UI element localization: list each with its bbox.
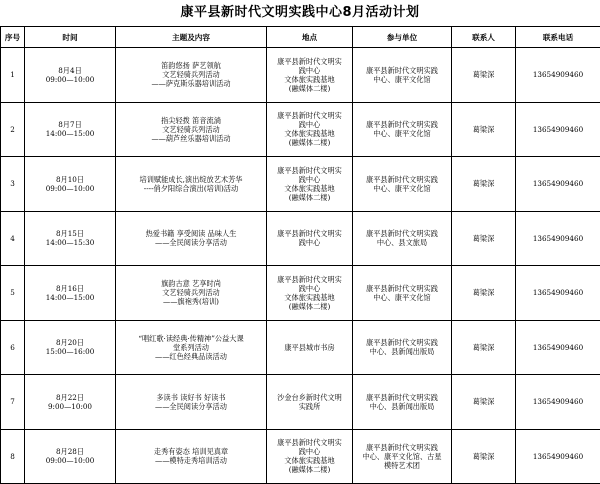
- row-units-line: 模特艺术团: [354, 461, 450, 470]
- row-topic: [116, 375, 267, 430]
- row-contact: 葛梁深: [452, 320, 516, 375]
- table-row: [1, 102, 600, 157]
- row-topic: [116, 211, 267, 266]
- row-place-line: 践中心: [268, 175, 351, 184]
- row-date: 8月15日: [26, 229, 114, 238]
- row-topic-line: “唱红歌·读经典·传精神”公益大课: [117, 334, 265, 343]
- row-phone: 13654909460: [516, 48, 600, 103]
- row-topic: [116, 48, 267, 103]
- row-place: [267, 48, 353, 103]
- table-row: [1, 157, 600, 212]
- row-time-range: 09:00—10:00: [26, 184, 114, 193]
- page-title: 康平县新时代文明实践中心8月活动计划: [0, 0, 600, 26]
- row-place: [267, 375, 353, 430]
- row-place-line: 文体旅实践基地: [268, 293, 351, 302]
- row-place-line: 实践所: [268, 402, 351, 411]
- row-date: 8月16日: [26, 284, 114, 293]
- row-place-line: 康平县新时代文明实: [268, 275, 351, 284]
- row-units: [353, 48, 452, 103]
- row-place-line: 康平县新时代文明实: [268, 166, 351, 175]
- row-topic-line: ——全民阅读分享活动: [117, 402, 265, 411]
- row-units-line: 中心、康平文化馆、古星: [354, 452, 450, 461]
- row-units-line: 康平县新时代文明实践: [354, 120, 450, 129]
- row-units: [353, 102, 452, 157]
- row-number: 4: [1, 211, 25, 266]
- row-number: 8: [1, 429, 25, 484]
- row-topic: [116, 102, 267, 157]
- row-number: 1: [1, 48, 25, 103]
- row-topic-line: ——模特走秀培训活动: [117, 456, 265, 465]
- table-row: [1, 48, 600, 103]
- row-units-line: 康平县新时代文明实践: [354, 66, 450, 75]
- row-topic: [116, 429, 267, 484]
- row-date: 8月4日: [26, 66, 114, 75]
- row-topic-line: 文艺轻骑兵列活动: [117, 125, 265, 134]
- row-time-range: 14:00—15:00: [26, 293, 114, 302]
- row-topic-line: 堂系列活动: [117, 343, 265, 352]
- row-time-range: 14:00—15:30: [26, 238, 114, 247]
- row-phone: 13654909460: [516, 375, 600, 430]
- row-time-range: 9:00—10:00: [26, 402, 114, 411]
- row-time: [25, 102, 116, 157]
- row-units: [353, 429, 452, 484]
- table-row: [1, 429, 600, 484]
- row-place: [267, 320, 353, 375]
- row-time-range: 09:00—10:00: [26, 456, 114, 465]
- row-topic-line: 旗韵古意 艺享时尚: [117, 279, 265, 288]
- row-time: [25, 157, 116, 212]
- header-units: 参与单位: [353, 27, 452, 48]
- row-topic-line: 文艺轻骑兵列活动: [117, 288, 265, 297]
- row-contact: 葛梁深: [452, 429, 516, 484]
- row-place-line: 沙金台乡新时代文明: [268, 393, 351, 402]
- row-time-range: 15:00—16:00: [26, 347, 114, 356]
- row-number: 6: [1, 320, 25, 375]
- row-units: [353, 157, 452, 212]
- row-place: [267, 157, 353, 212]
- row-units: [353, 211, 452, 266]
- row-place-line: 践中心: [268, 238, 351, 247]
- row-number: 3: [1, 157, 25, 212]
- row-phone: 13654909460: [516, 266, 600, 321]
- row-units-line: 中心、县文旅局: [354, 238, 450, 247]
- row-units-line: 中心、县新闻出版局: [354, 402, 450, 411]
- row-phone: 13654909460: [516, 429, 600, 484]
- header-time: 时间: [25, 27, 116, 48]
- row-place-line: 践中心: [268, 66, 351, 75]
- row-place-line: 康平县城市书房: [268, 343, 351, 352]
- row-topic-line: ----俏夕阳综合演出(培训)活动: [117, 184, 265, 193]
- row-topic-line: 走秀有姿态 培训见真章: [117, 447, 265, 456]
- row-time: [25, 48, 116, 103]
- row-date: 8月22日: [26, 393, 114, 402]
- row-place: [267, 211, 353, 266]
- row-units-line: 康平县新时代文明实践: [354, 443, 450, 452]
- row-place-line: (融媒体二楼): [268, 84, 351, 93]
- row-units-line: 中心、康平文化馆: [354, 129, 450, 138]
- row-units-line: 中心、康平文化馆: [354, 184, 450, 193]
- row-place-line: 康平县新时代文明实: [268, 57, 351, 66]
- row-place-line: 文体旅实践基地: [268, 456, 351, 465]
- row-contact: 葛梁深: [452, 211, 516, 266]
- row-place-line: (融媒体二楼): [268, 138, 351, 147]
- row-topic-line: 多读书 读好书 好读书: [117, 393, 265, 402]
- header-contact: 联系人: [452, 27, 516, 48]
- row-topic: [116, 320, 267, 375]
- header-place: 地点: [267, 27, 353, 48]
- row-place-line: 文体旅实践基地: [268, 184, 351, 193]
- row-topic-line: ——萨克斯乐器培训活动: [117, 79, 265, 88]
- header-topic: 主题及内容: [116, 27, 267, 48]
- table-row: [1, 375, 600, 430]
- row-phone: 13654909460: [516, 157, 600, 212]
- row-number: 2: [1, 102, 25, 157]
- header-row: [1, 27, 600, 48]
- table-body: [1, 48, 600, 484]
- row-units-line: 中心、康平文化馆: [354, 75, 450, 84]
- row-topic-line: 笛韵悠扬 萨艺领航: [117, 61, 265, 70]
- row-units-line: 康平县新时代文明实践: [354, 175, 450, 184]
- row-place-line: 康平县新时代文明实: [268, 438, 351, 447]
- row-units-line: 康平县新时代文明实践: [354, 229, 450, 238]
- row-contact: 葛梁深: [452, 266, 516, 321]
- row-date: 8月20日: [26, 338, 114, 347]
- row-units-line: 中心、康平文化馆: [354, 293, 450, 302]
- row-time: [25, 266, 116, 321]
- row-place-line: 文体旅实践基地: [268, 129, 351, 138]
- row-time: [25, 375, 116, 430]
- row-place: [267, 266, 353, 321]
- row-phone: 13654909460: [516, 320, 600, 375]
- table-row: [1, 266, 600, 321]
- row-contact: 葛梁深: [452, 157, 516, 212]
- row-place: [267, 102, 353, 157]
- row-units-line: 康平县新时代文明实践: [354, 284, 450, 293]
- row-date: 8月10日: [26, 175, 114, 184]
- row-time: [25, 320, 116, 375]
- row-time-range: 09:00—10:00: [26, 75, 114, 84]
- row-place-line: 践中心: [268, 447, 351, 456]
- row-units-line: 中心、县新闻出版局: [354, 347, 450, 356]
- row-topic-line: ——旗袍秀(培训): [117, 297, 265, 306]
- row-place-line: 践中心: [268, 120, 351, 129]
- row-units-line: 康平县新时代文明实践: [354, 338, 450, 347]
- row-units: [353, 375, 452, 430]
- row-topic-line: ——葫芦丝乐器培训活动: [117, 134, 265, 143]
- header-no: 序号: [1, 27, 25, 48]
- row-phone: 13654909460: [516, 102, 600, 157]
- row-units: [353, 320, 452, 375]
- row-number: 5: [1, 266, 25, 321]
- row-contact: 葛梁深: [452, 102, 516, 157]
- row-number: 7: [1, 375, 25, 430]
- row-place-line: (融媒体二楼): [268, 465, 351, 474]
- activity-plan-table: [0, 26, 600, 484]
- header-phone: 联系电话: [516, 27, 600, 48]
- row-topic: [116, 266, 267, 321]
- row-place-line: 康平县新时代文明实: [268, 111, 351, 120]
- row-contact: 葛梁深: [452, 375, 516, 430]
- row-contact: 葛梁深: [452, 48, 516, 103]
- row-topic-line: 培训赋能成长,演出绽放艺术芳华: [117, 175, 265, 184]
- row-date: 8月28日: [26, 447, 114, 456]
- row-topic-line: ——全民阅读分享活动: [117, 238, 265, 247]
- row-phone: 13654909460: [516, 211, 600, 266]
- row-units: [353, 266, 452, 321]
- table-row: [1, 320, 600, 375]
- row-topic-line: 热爱书籍 享受阅读 品味人生: [117, 229, 265, 238]
- row-place: [267, 429, 353, 484]
- row-date: 8月7日: [26, 120, 114, 129]
- row-topic-line: ——红色经典品读活动: [117, 352, 265, 361]
- row-time: [25, 211, 116, 266]
- row-units-line: 康平县新时代文明实践: [354, 393, 450, 402]
- row-place-line: 践中心: [268, 284, 351, 293]
- row-topic: [116, 157, 267, 212]
- row-topic-line: 指尖轻拨 笛音流淌: [117, 116, 265, 125]
- row-time: [25, 429, 116, 484]
- row-place-line: (融媒体二楼): [268, 193, 351, 202]
- table-row: [1, 211, 600, 266]
- row-place-line: 康平县新时代文明实: [268, 229, 351, 238]
- row-place-line: 文体旅实践基地: [268, 75, 351, 84]
- row-time-range: 14:00—15:00: [26, 129, 114, 138]
- row-place-line: (融媒体二楼): [268, 302, 351, 311]
- row-topic-line: 文艺轻骑兵列活动: [117, 70, 265, 79]
